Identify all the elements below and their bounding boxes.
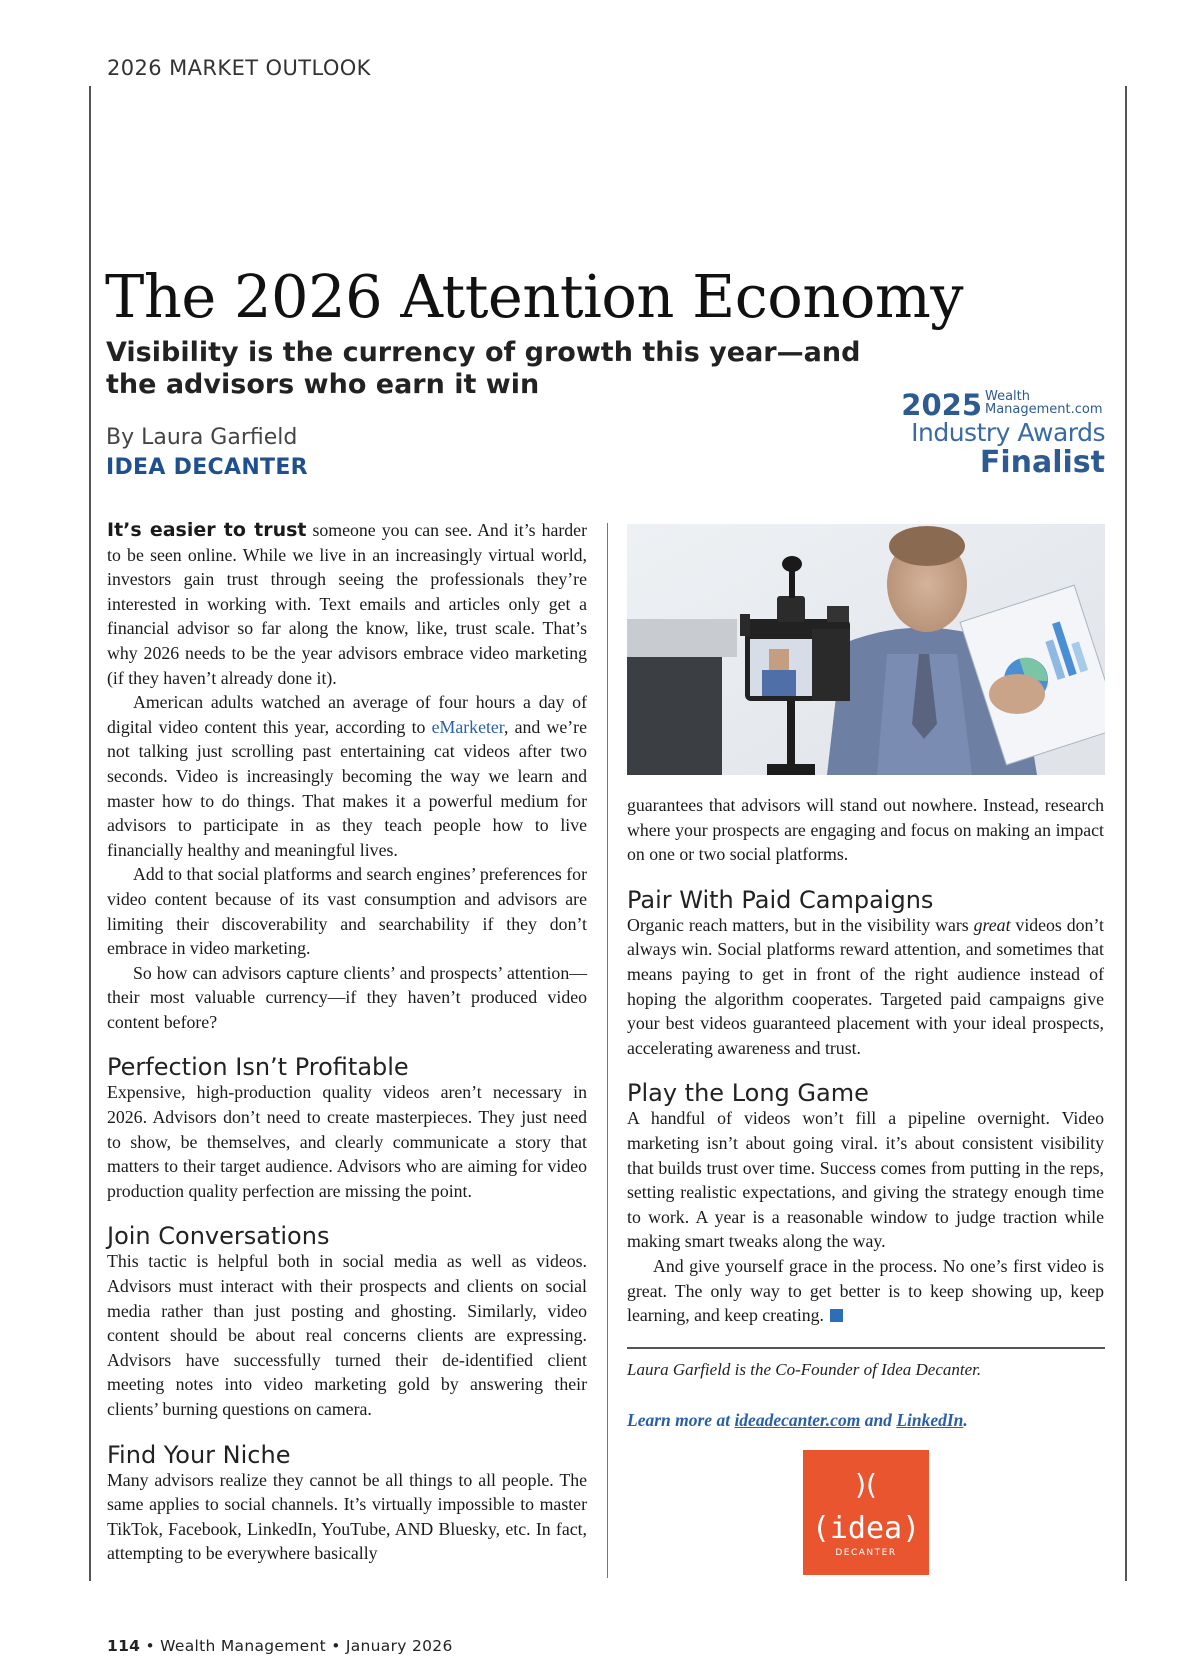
paragraph: This tactic is helpful both in social media as well as videos. Advisors must interact with their prospects and clients on social media rather than just posting and ghosting. Similarly, video content should be about real concerns clients are expressing. Advisors have successfully turned their de-identified client meeting notes into video marketing gold by answering their clients’ burning questions on camera. xyxy=(107,1251,587,1419)
paragraph: Expensive, high-production quality videos aren’t necessary in 2026. Advisors don’t need to create masterpieces. They just need to show, be themselves, and clearly communicate a story that matters to their target audience. Advisors who are aiming for video production quality perfection are missing the point. xyxy=(107,1082,587,1201)
paragraph: American adults watched an average of four hours a day of digital video content this year, according to eMarketer, and we’re not talking just scrolling past entertaining cat videos after two seconds. Video is increasingly becoming the way we learn and master how to do things. That makes it a powerful medium for advisors to participate in as they teach people how to live financially healthy and meaningful lives. xyxy=(107,692,587,860)
logo-sub: DECANTER xyxy=(835,1548,897,1558)
heading-paid-campaigns: Pair With Paid Campaigns xyxy=(627,885,934,914)
page-number: 114 xyxy=(107,1637,141,1655)
idea-decanter-logo xyxy=(803,1450,929,1575)
ideadecanter-link[interactable]: ideadecanter.com xyxy=(734,1410,861,1430)
linkedin-link[interactable]: LinkedIn xyxy=(896,1410,964,1430)
issue-date: January 2026 xyxy=(345,1637,453,1655)
article-subtitle: Visibility is the currency of growth this year—and the advisors who earn it win xyxy=(106,337,861,400)
paragraph: It’s easier to trust someone you can see. And it’s harder to be seen online. While we live in an increasingly virtual world, investors gain trust through seeing the professionals they’re interested in working with. Text emails and articles only get a financial advisor so far along the know, like, trust scale. That’s why 2026 needs to be the year advisors embrace video marketing (if they haven’t already done it). xyxy=(107,519,587,688)
heading-join-conversations: Join Conversations xyxy=(107,1222,330,1251)
camera-recording-advisor-image xyxy=(627,524,1105,775)
page-footer: 114 • Wealth Management • January 2026 xyxy=(107,1637,453,1655)
bio-divider xyxy=(627,1347,1105,1349)
left-column-rule xyxy=(89,86,91,1581)
article-title: The 2026 Attention Economy xyxy=(105,262,964,331)
left-column xyxy=(107,518,587,1566)
award-brand: Wealth Management.com xyxy=(985,389,1103,417)
paragraph: Add to that social platforms and search engines’ preferences for video content because of its vast consumption and advisors are limiting their discoverability and searchability if they don’t embrace in video marketing. xyxy=(107,864,587,959)
emarketer-link[interactable]: eMarketer xyxy=(431,716,504,737)
award-year: 2025 xyxy=(901,388,982,422)
right-column xyxy=(627,793,1104,1328)
logo-word: (idea) xyxy=(811,1511,921,1546)
heading-perfection: Perfection Isn’t Profitable xyxy=(107,1053,409,1082)
section-label: 2026 MARKET OUTLOOK xyxy=(107,56,371,80)
paragraph: So how can advisors capture clients’ and prospects’ attention—their most valuable currency—if they haven’t produced video content before? xyxy=(107,962,587,1032)
award-status: Finalist xyxy=(979,445,1105,480)
paragraph: Organic reach matters, but in the visibility wars great videos don’t always win. Social platforms reward attention, and sometimes that means paying to get in front of the right audience instead of hoping the algorithm cooperates. Targeted paid campaigns give your best videos guaranteed placement with your ideal prospects, accelerating awareness and trust. xyxy=(627,914,1104,1058)
paragraph: A handful of videos won’t fill a pipeline overnight. Video marketing isn’t about going viral. it’s about consistent visibility that builds trust over time. Success comes from putting in the reps, setting realistic expectations, and giving the strategy enough time to work. A year is a reasonable window to judge traction while making smart tweaks along the way. xyxy=(627,1108,1104,1252)
publication-name: Wealth Management xyxy=(160,1637,326,1655)
paragraph: guarantees that advisors will stand out nowhere. Instead, research where your prospects are engaging and focus on making an impact on one or two social platforms. xyxy=(627,795,1104,865)
end-mark-icon xyxy=(830,1309,843,1322)
paragraph: Many advisors realize they cannot be all things to all people. The same applies to social channels. It’s virtually impossible to master TikTok, Facebook, LinkedIn, YouTube, AND Bluesky, etc. In fact, attempting to be everywhere basically xyxy=(107,1469,587,1564)
author-company: IDEA DECANTER xyxy=(106,455,308,480)
right-column-rule xyxy=(1125,86,1127,1581)
column-divider xyxy=(607,523,608,1578)
article-photo xyxy=(627,524,1105,775)
logo-mark: )( xyxy=(855,1468,877,1501)
award-name: Industry Awards xyxy=(911,418,1105,447)
heading-long-game: Play the Long Game xyxy=(627,1079,869,1108)
heading-find-niche: Find Your Niche xyxy=(107,1440,291,1469)
award-badge xyxy=(901,388,1105,480)
byline: By Laura Garfield xyxy=(106,425,298,450)
learn-more: Learn more at ideadecanter.com and LinkedIn. xyxy=(627,1410,968,1430)
lead-in: It’s easier to trust xyxy=(107,519,307,541)
paragraph: And give yourself grace in the process. No one’s first video is great. The only way to get better is to keep showing up, keep learning, and keep creating. xyxy=(627,1255,1104,1326)
author-bio: Laura Garfield is the Co-Founder of Idea Decanter. xyxy=(627,1360,982,1379)
